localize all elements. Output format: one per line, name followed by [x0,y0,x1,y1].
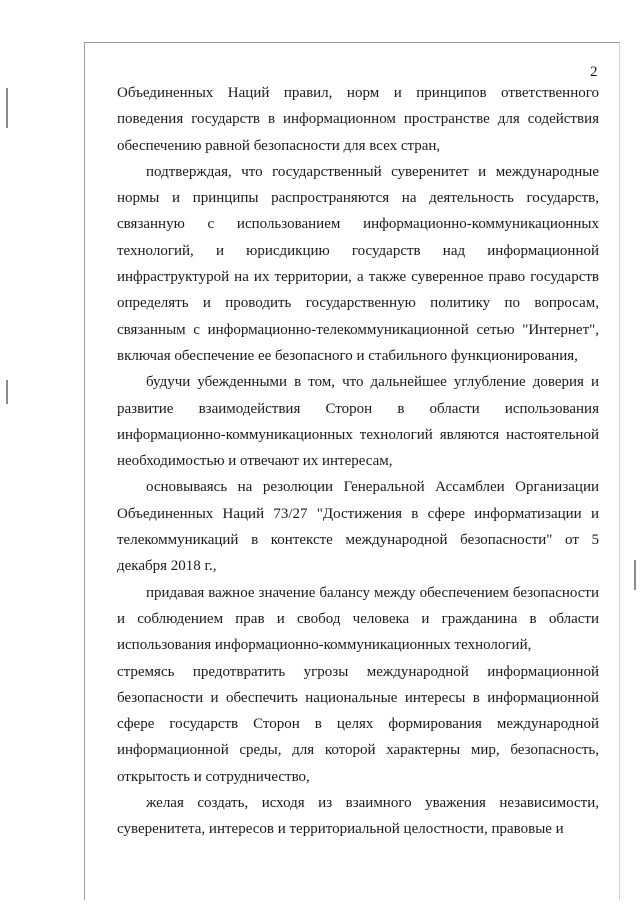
paragraph: Объединенных Наций правил, норм и принципов ответственного поведения государств в информационном пространстве для содействия обеспечению равной безопасности для всех стран, [117,85,599,154]
paragraph: подтверждая, что государственный суверенитет и международные нормы и принципы распространяются на деятельность государств, связанную с использованием информационно-коммуникационных технологий, и юрисдикцию государств над информационной инфраструктурой на их территории, а также суверенное право государств определять и проводить государственную политику по вопросам, связанным с информационно-телекоммуникационной сетью "Интернет", включая обеспечение ее безопасного и стабильного функционирования, [117,163,599,364]
paragraph: основываясь на резолюции Генеральной Ассамблеи Организации Объединенных Наций 73/27 "Достижения в сфере информатизации и телекоммуникаций в контексте международной безопасности" от 5 декабря 2018 г., [117,479,599,575]
scan-edge-mark-left-lower [6,380,8,404]
paragraph: будучи убежденными в том, что дальнейшее углубление доверия и развитие взаимодействия Сторон в области использования информационно-коммуникационных технологий являются настоятельной необходимостью и отвечают их интересам, [117,374,599,470]
paragraph: придавая важное значение балансу между обеспечением безопасности и соблюдением прав и свобод человека и гражданина в области использования информационно-коммуникационных технологий, [117,584,599,654]
document-body [117,80,599,843]
paragraph: желая создать, исходя из взаимного уважения независимости, суверенитета, интересов и территориальной целостности, правовые и [117,795,599,838]
scan-edge-mark-right [634,560,636,590]
paragraph: стремясь предотвратить угрозы международной информационной безопасности и обеспечить национальные интересы в информационной сфере государств Сторон в целях формирования международной информационной среды, для которой характерны мир, безопасность, открытость и сотрудничество, [117,663,599,785]
scan-edge-mark-left [6,88,8,128]
page-number: 2 [590,64,598,80]
